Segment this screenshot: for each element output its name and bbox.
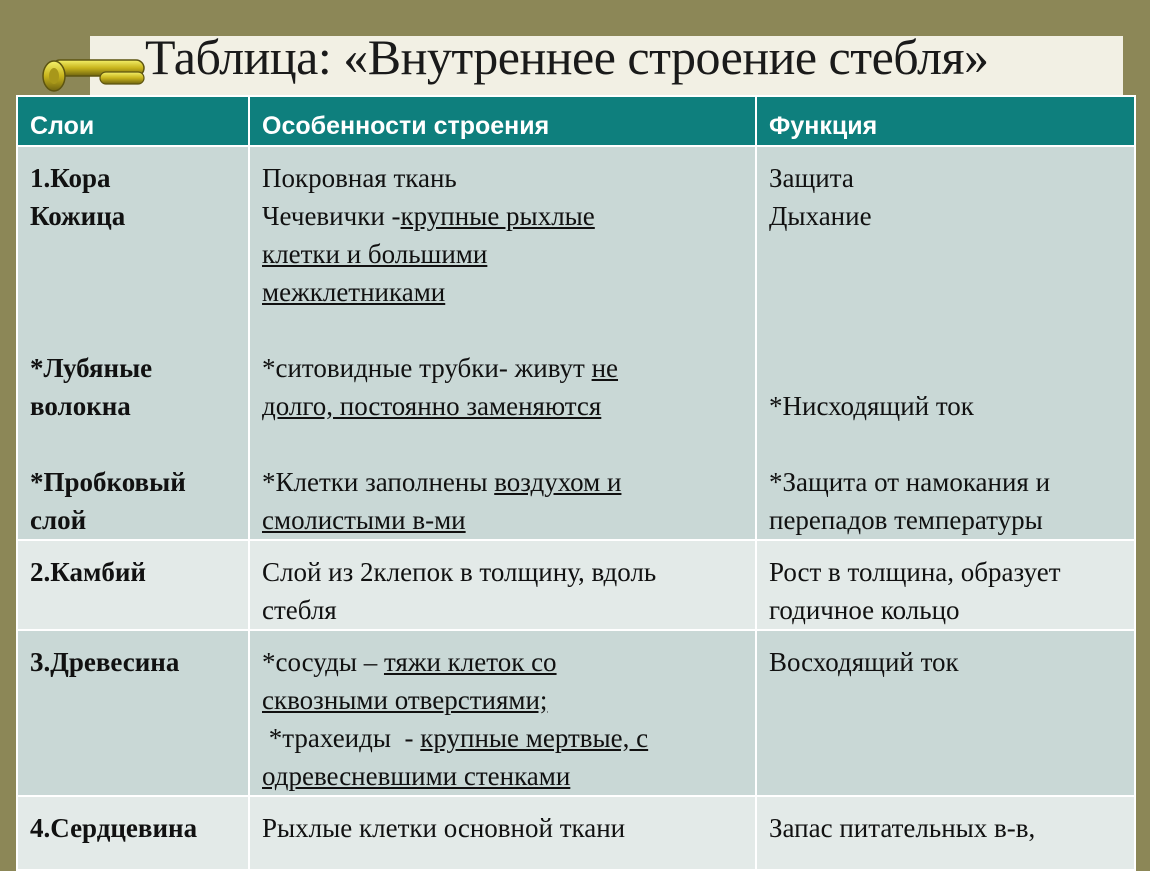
features-underlined: клетки и большими (262, 239, 488, 269)
function-text: *Защита от намокания и (769, 467, 1051, 497)
features-underlined: не (591, 353, 619, 383)
function-text: Защита (769, 163, 854, 193)
features-underlined: воздухом и (494, 467, 622, 497)
header-function: Функция (756, 96, 1135, 146)
features-underlined: одревесневшими стенками (262, 761, 571, 791)
scroll-icon (40, 52, 152, 96)
features-text: *Клетки заполнены (262, 467, 495, 497)
features-underlined: долго, постоянно заменяются (262, 391, 602, 421)
layer-text: *Лубяные (30, 353, 153, 383)
layer-text: *Пробковый (30, 467, 186, 497)
table-row (17, 540, 1135, 630)
header-layers: Слои (17, 96, 249, 146)
features-text: *ситовидные трубки- живут (262, 353, 592, 383)
layer-cell (17, 630, 249, 796)
features-text: *трахеиды - (262, 723, 421, 753)
features-text: *сосуды – (262, 647, 384, 677)
features-text: стебля (262, 595, 337, 625)
features-cell (249, 540, 756, 630)
function-cell (756, 630, 1135, 796)
function-cell (756, 540, 1135, 630)
layer-text: Кожица (30, 201, 126, 231)
features-text: Рыхлые клетки основной ткани (262, 813, 626, 843)
function-cell (756, 796, 1135, 870)
layer-text: 2.Камбий (30, 557, 146, 587)
table-row (17, 630, 1135, 796)
function-text: годичное кольцо (769, 595, 960, 625)
layer-text: 1.Кора (30, 163, 111, 193)
layer-cell (17, 796, 249, 870)
table-row (17, 796, 1135, 870)
stem-structure-table (16, 95, 1136, 871)
features-cell (249, 146, 756, 540)
features-underlined: тяжи клеток со (383, 647, 557, 677)
layer-text: 3.Древесина (30, 647, 180, 677)
function-text: Рост в толщина, образует (769, 557, 1061, 587)
function-text: *Нисходящий ток (769, 391, 974, 421)
table-row (17, 146, 1135, 540)
function-text: Дыхание (769, 201, 872, 231)
features-underlined: смолистыми в-ми (262, 505, 466, 535)
layer-text: волокна (30, 391, 131, 421)
features-text: Чечевички - (262, 201, 401, 231)
layer-cell (17, 146, 249, 540)
layer-text: 4.Сердцевина (30, 813, 198, 843)
layer-cell (17, 540, 249, 630)
features-cell (249, 796, 756, 870)
features-cell (249, 630, 756, 796)
features-underlined: крупные мертвые, с (420, 723, 649, 753)
table-header-row (17, 96, 1135, 146)
features-text: Слой из 2клепок в толщину, вдоль (262, 557, 657, 587)
function-text: Запас питательных в-в, (769, 813, 1036, 843)
features-underlined: межклетниками (262, 277, 446, 307)
layer-text: слой (30, 505, 87, 535)
features-underlined: сквозными отверстиями; (262, 685, 548, 715)
features-underlined: крупные рыхлые (400, 201, 595, 231)
function-text: Восходящий ток (769, 647, 959, 677)
features-text: Покровная ткань (262, 163, 457, 193)
header-features: Особенности строения (249, 96, 756, 146)
page-title: Таблица: «Внутреннее строение стебля» (145, 29, 989, 85)
function-text: перепадов температуры (769, 505, 1043, 535)
function-cell (756, 146, 1135, 540)
